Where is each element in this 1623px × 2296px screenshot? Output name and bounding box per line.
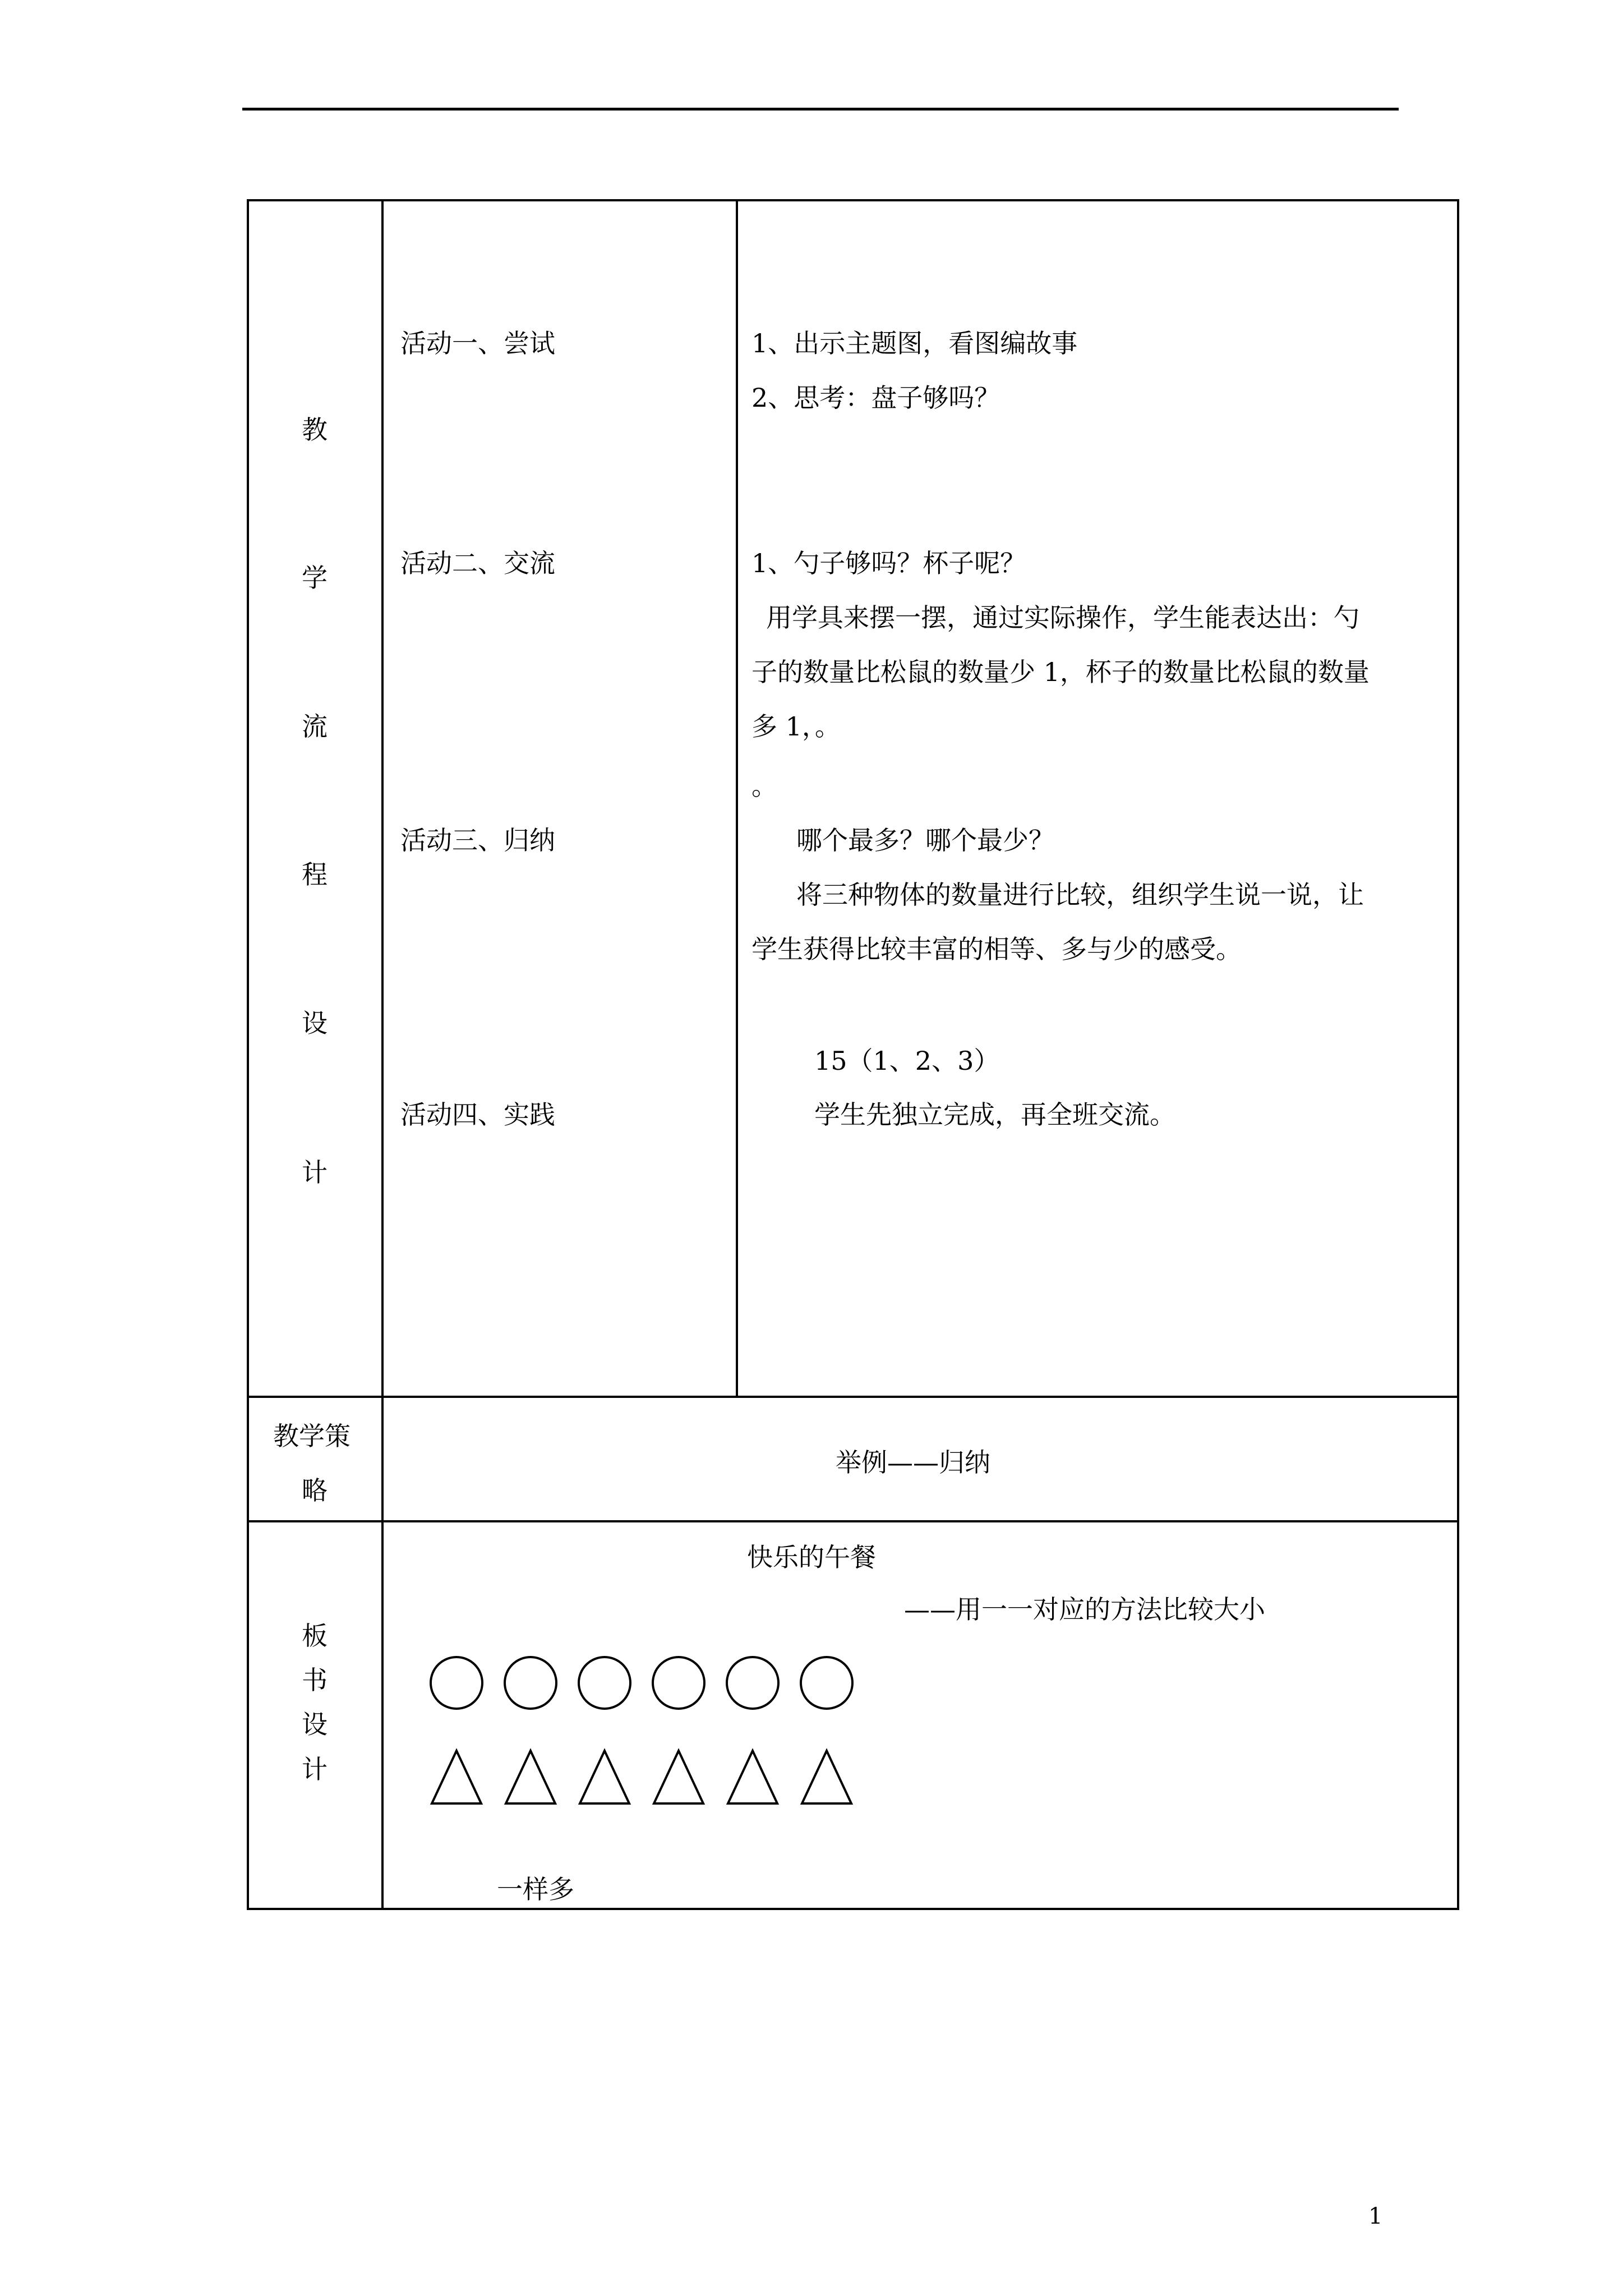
activity-2-line: 多 1，。: [751, 711, 841, 742]
board-label-char: 设: [302, 1709, 328, 1740]
board-caption: 一样多: [497, 1874, 574, 1904]
lesson-table: [247, 199, 1459, 1910]
strategy-label-line: 略: [302, 1475, 328, 1506]
flow-label-char: 流: [302, 711, 328, 742]
board-title: 快乐的午餐: [747, 1542, 876, 1572]
activity-3-line: 哪个最多？哪个最少？: [796, 825, 1054, 855]
activity-3-line: 将三种物体的数量进行比较，组织学生说一说，让: [796, 880, 1364, 910]
activity-4-line: 15（1、2、3）: [814, 1046, 1000, 1076]
activity-1-line: 1、出示主题图，看图编故事: [751, 328, 1078, 358]
activity-3-line: 学生获得比较丰富的相等、多与少的感受。: [751, 934, 1242, 964]
flow-label-char: 计: [302, 1157, 328, 1188]
activity-1-line: 2、思考：盘子够吗？: [751, 383, 1000, 413]
activity-2-name: 活动二、交流: [400, 548, 555, 578]
circle-row: [431, 1657, 852, 1709]
flow-label-char: 学: [302, 563, 328, 593]
circle-shape: [431, 1657, 482, 1709]
board-shapes: [247, 199, 1459, 1910]
circle-shape: [801, 1657, 852, 1709]
activity-2-line: 子的数量比松鼠的数量少 1，杯子的数量比松鼠的数量: [751, 657, 1370, 687]
circle-shape: [505, 1657, 556, 1709]
triangle-shape: [580, 1751, 629, 1803]
activity-1-name: 活动一、尝试: [400, 328, 555, 358]
triangle-shape: [728, 1751, 777, 1803]
flow-label-char: 教: [302, 415, 328, 445]
board-subtitle: ——用一一对应的方法比较大小: [904, 1594, 1265, 1625]
circle-shape: [579, 1657, 630, 1709]
header-rule: [242, 108, 1399, 111]
flow-label-char: 程: [302, 859, 328, 890]
activity-4-line: 学生先独立完成，再全班交流。: [814, 1099, 1175, 1130]
activity-4-name: 活动四、实践: [400, 1099, 555, 1130]
triangle-shape: [432, 1751, 481, 1803]
board-label-char: 板: [302, 1621, 328, 1651]
activity-2-line: 。: [751, 771, 777, 801]
activity-2-line: 1、勺子够吗？杯子呢？: [751, 548, 1026, 578]
board-label-char: 书: [302, 1665, 328, 1695]
triangle-shape: [654, 1751, 703, 1803]
activity-3-name: 活动三、归纳: [400, 825, 555, 855]
triangle-row: [432, 1751, 851, 1803]
board-label-char: 计: [302, 1754, 328, 1784]
page-number: 1: [1368, 2203, 1383, 2229]
circle-shape: [727, 1657, 778, 1709]
flow-label-char: 设: [302, 1008, 328, 1038]
strategy-label-line: 教学策: [273, 1421, 351, 1451]
triangle-shape: [802, 1751, 851, 1803]
strategy-content: 举例——归纳: [836, 1447, 990, 1478]
triangle-shape: [506, 1751, 555, 1803]
circle-shape: [653, 1657, 704, 1709]
activity-2-line: 用学具来摆一摆，通过实际操作，学生能表达出：勺: [766, 602, 1359, 633]
